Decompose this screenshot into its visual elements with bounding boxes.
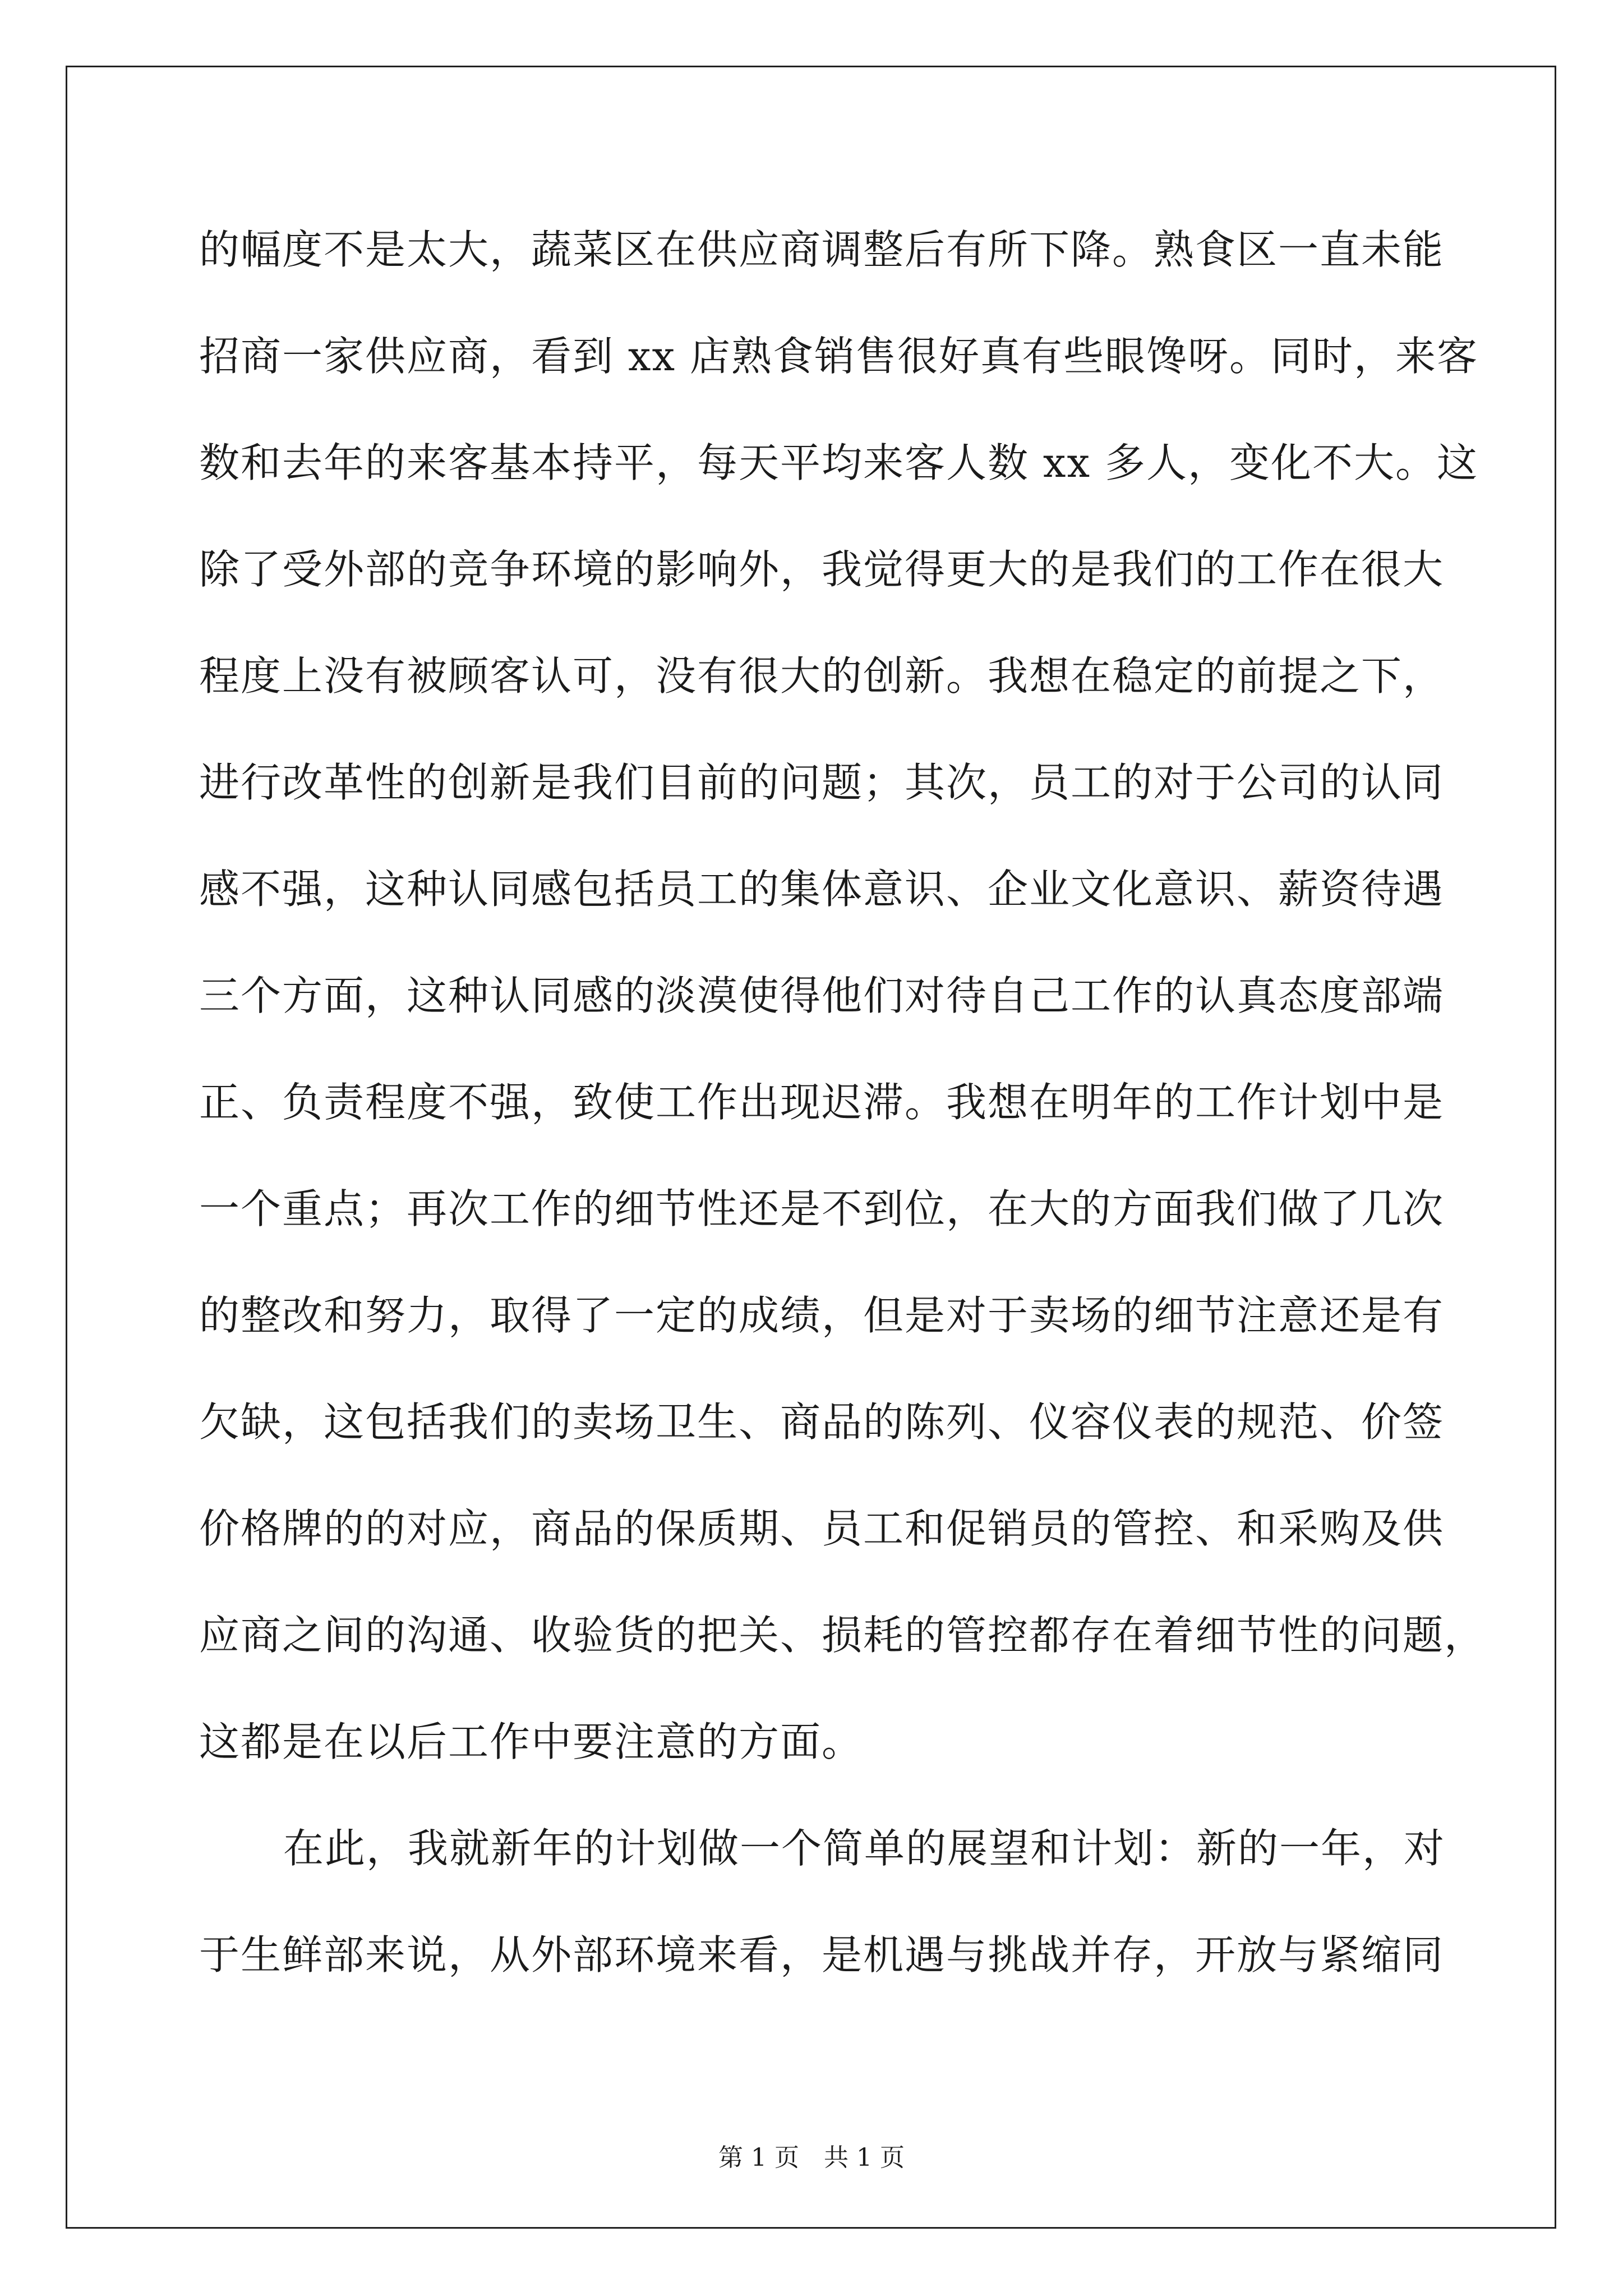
text-line: 价格牌的的对应，商品的保质期、员工和促销员的管控、和采购及供 (199, 1505, 1445, 1552)
text-line: 进行改革性的创新是我们目前的问题；其次，员工的对于公司的认同 (199, 759, 1445, 806)
paragraph-first-line: 在此，我就新年的计划做一个简单的展望和计划：新的一年，对 (283, 1825, 1446, 1872)
text-line: 正、负责程度不强，致使工作出现迟滞。我想在明年的工作计划中是 (199, 1079, 1445, 1126)
text-line: 的整改和努力，取得了一定的成绩，但是对于卖场的细节注意还是有 (199, 1292, 1445, 1339)
text-line: 招商一家供应商，看到 xx 店熟食销售很好真有些眼馋呀。同时，来客 (199, 333, 1478, 380)
text-line: 欠缺，这包括我们的卖场卫生、商品的陈列、仪容仪表的规范、价签 (199, 1398, 1445, 1446)
text-line: 于生鲜部来说，从外部环境来看，是机遇与挑战并存，开放与紧缩同 (199, 1931, 1445, 1978)
text-line: 除了受外部的竞争环境的影响外，我觉得更大的是我们的工作在很大 (199, 546, 1445, 593)
text-line: 这都是在以后工作中要注意的方面。 (199, 1718, 864, 1765)
text-line: 感不强，这种认同感包括员工的集体意识、企业文化意识、薪资待遇 (199, 866, 1445, 913)
text-line: 三个方面，这种认同感的淡漠使得他们对待自己工作的认真态度部端 (199, 972, 1445, 1019)
text-line: 一个重点；再次工作的细节性还是不到位，在大的方面我们做了几次 (199, 1185, 1445, 1232)
document-body (199, 222, 1486, 2033)
text-line: 应商之间的沟通、收验货的把关、损耗的管控都存在着细节性的问题， (199, 1612, 1486, 1659)
text-line: 程度上没有被顾客认可，没有很大的创新。我想在稳定的前提之下， (199, 652, 1445, 700)
page-footer: 第 1 页 共 1 页 (718, 2143, 905, 2172)
text-line: 数和去年的来客基本持平，每天平均来客人数 xx 多人，变化不大。这 (199, 439, 1478, 486)
text-line: 的幅度不是太大，蔬菜区在供应商调整后有所下降。熟食区一直未能 (199, 226, 1445, 273)
